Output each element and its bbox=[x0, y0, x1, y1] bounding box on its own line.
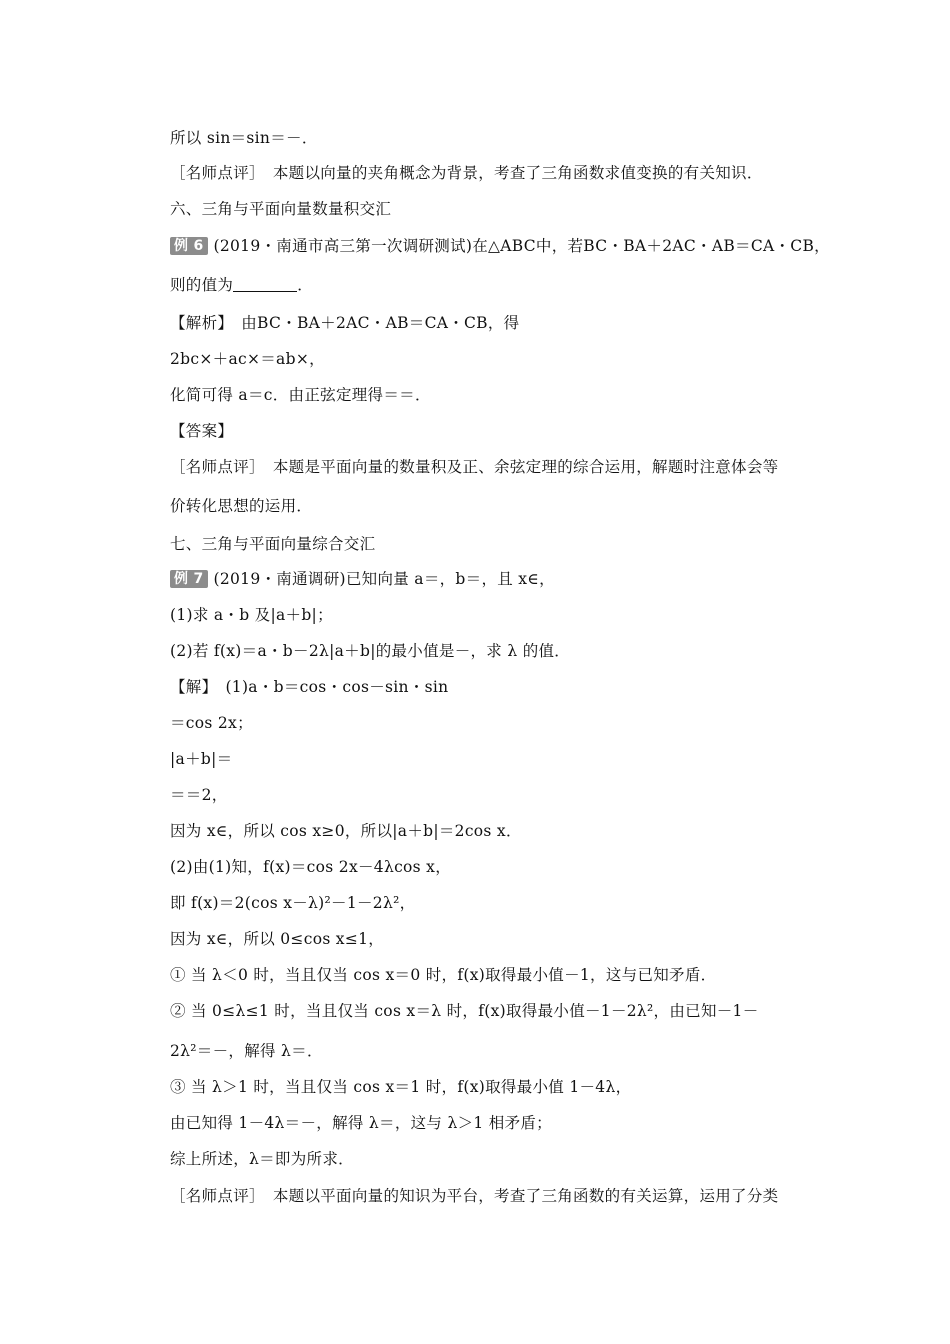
question-line bbox=[170, 275, 313, 295]
text-line: 【解】 (1)a・b＝cos・cos－sin・sin bbox=[170, 678, 449, 696]
text-line: ［名师点评］ 本题以向量的夹角概念为背景，考查了三角函数求值变换的有关知识． bbox=[170, 164, 763, 182]
text-line: (1)求 a・b 及|a＋b|； bbox=[170, 606, 333, 624]
text-line: 综上所述，λ＝即为所求． bbox=[170, 1150, 354, 1168]
text-line: 则的值为 bbox=[170, 276, 234, 294]
text-line: 2bc×＋ac×＝ab×， bbox=[170, 350, 325, 368]
text-line: ［名师点评］ 本题以平面向量的知识为平台，考查了三角函数的有关运算，运用了分类 bbox=[170, 1187, 779, 1205]
text-line: (2)由(1)知，f(x)＝cos 2x－4λcos x， bbox=[170, 858, 452, 876]
example-badge: 例 6 bbox=[170, 237, 208, 255]
example-6-line bbox=[170, 236, 830, 256]
text-line: 因为 x∈，所以 0≤cos x≤1， bbox=[170, 930, 385, 948]
text-line: 2λ²＝－，解得 λ＝． bbox=[170, 1042, 323, 1060]
text-line: 由已知得 1－4λ＝－，解得 λ＝，这与 λ＞1 相矛盾； bbox=[170, 1114, 552, 1132]
text-line: 化简可得 a＝c．由正弦定理得＝＝． bbox=[170, 386, 431, 404]
example-badge: 例 7 bbox=[170, 570, 208, 588]
text-line: 【解析】 由BC・BA＋2AC・AB＝CA・CB，得 bbox=[170, 314, 520, 332]
text-line: 即 f(x)＝2(cos x－λ)²－1－2λ²， bbox=[170, 894, 416, 912]
text-line: ［名师点评］ 本题是平面向量的数量积及正、余弦定理的综合运用，解题时注意体会等 bbox=[170, 458, 779, 476]
text-line: 价转化思想的运用． bbox=[170, 497, 313, 515]
text-line: 【答案】 bbox=[170, 422, 234, 440]
section-heading: 六、三角与平面向量数量积交汇 bbox=[170, 200, 392, 218]
text-line: 所以 sin＝sin＝－． bbox=[170, 129, 318, 147]
text-line: ＝cos 2x； bbox=[170, 714, 253, 732]
text-line: |a＋b|＝ bbox=[170, 750, 233, 768]
example-7-line bbox=[170, 569, 555, 589]
text-line: ＝＝2， bbox=[170, 786, 228, 804]
text-line: (2)若 f(x)＝a・b－2λ|a＋b|的最小值是－，求 λ 的值． bbox=[170, 642, 571, 660]
text-line: (2019・南通调研)已知向量 a＝，b＝，且 x∈， bbox=[213, 570, 555, 588]
text-line: ． bbox=[297, 276, 314, 294]
text-line: ③ 当 λ＞1 时，当且仅当 cos x＝1 时，f(x)取得最小值 1－4λ， bbox=[170, 1078, 632, 1096]
text-line: 因为 x∈，所以 cos x≥0，所以|a＋b|＝2cos x． bbox=[170, 822, 522, 840]
text-line: ② 当 0≤λ≤1 时，当且仅当 cos x＝λ 时，f(x)取得最小值－1－2λ²，由已知－1－ bbox=[170, 1002, 759, 1020]
section-heading: 七、三角与平面向量综合交汇 bbox=[170, 535, 376, 553]
text-line: (2019・南通市高三第一次调研测试)在△ABC中，若BC・BA＋2AC・AB＝CA・CB， bbox=[213, 237, 830, 255]
text-line: ① 当 λ＜0 时，当且仅当 cos x＝0 时，f(x)取得最小值－1，这与已知矛盾． bbox=[170, 966, 717, 984]
answer-blank bbox=[233, 277, 297, 292]
